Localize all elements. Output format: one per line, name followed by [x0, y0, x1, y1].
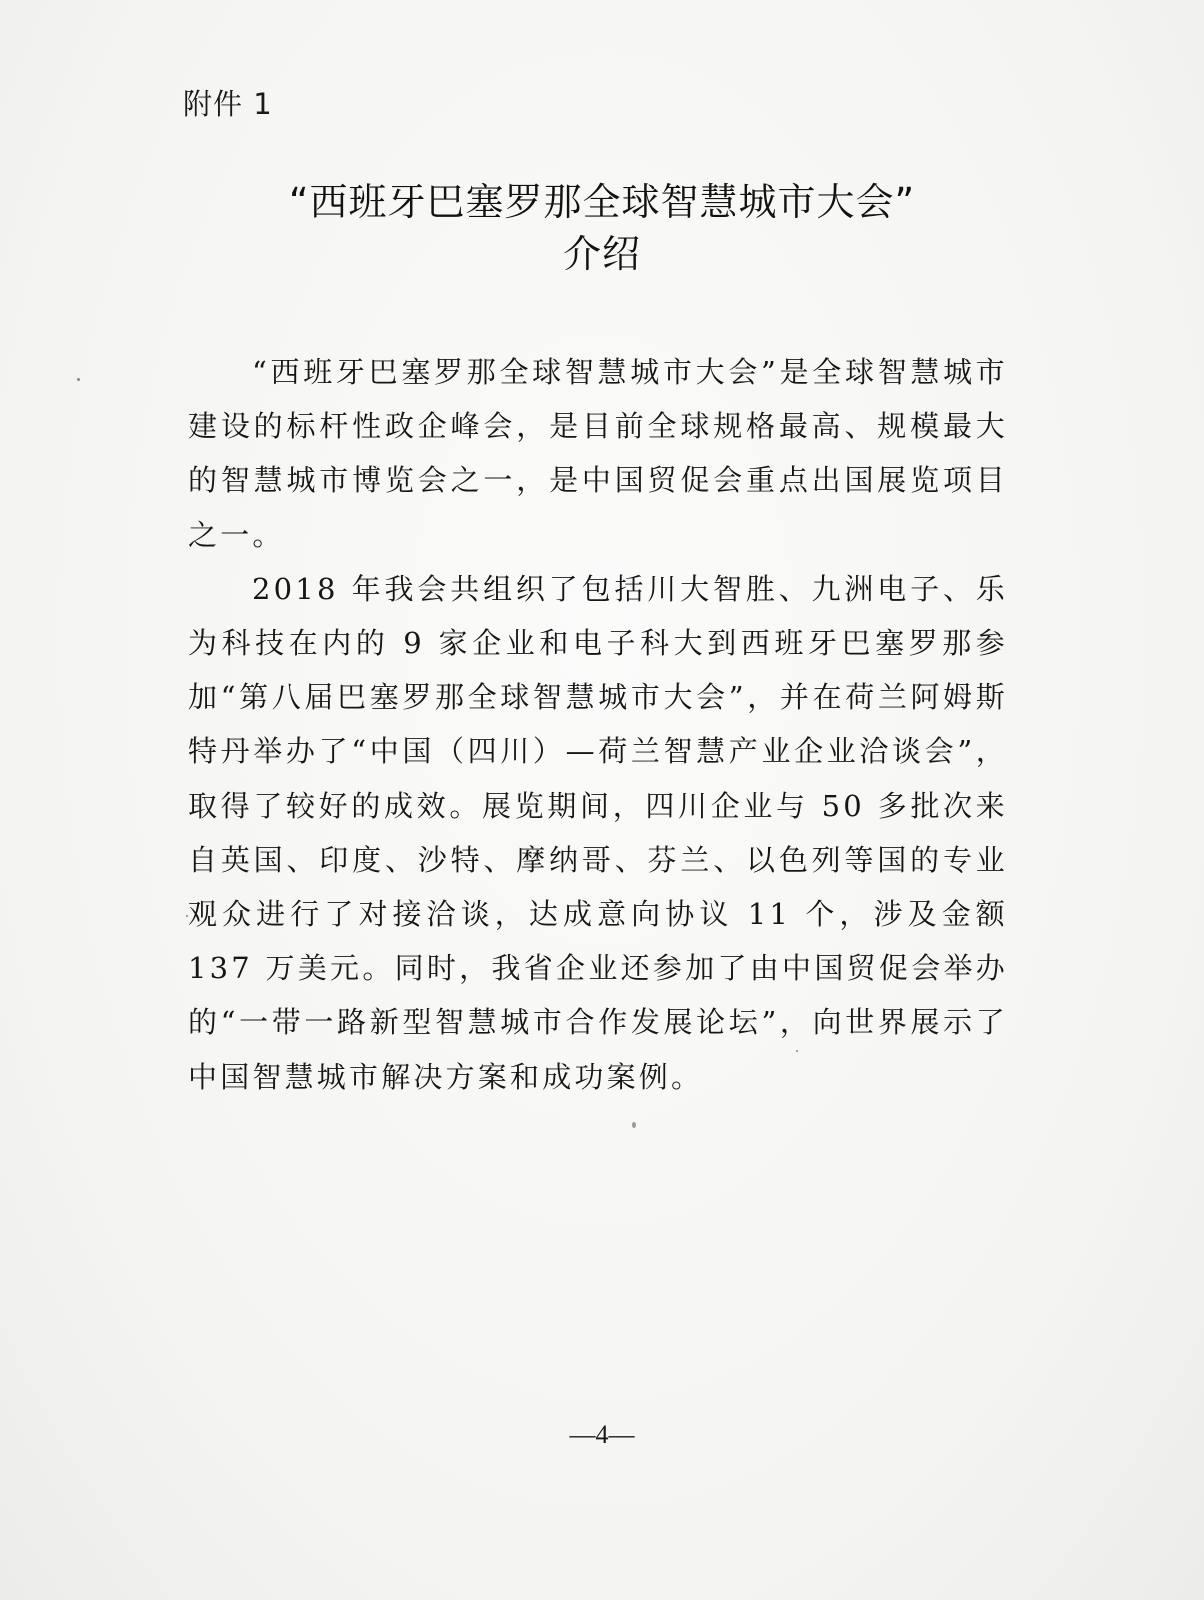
title-line-2: 介绍	[562, 232, 641, 276]
document-title	[0, 176, 1204, 280]
scan-speck	[186, 915, 188, 917]
scan-speck	[796, 1050, 798, 1052]
attachment-label: 附件 1	[183, 87, 273, 121]
scan-speck	[632, 1122, 636, 1128]
document-body	[188, 345, 1008, 1104]
title-line-1: “西班牙巴塞罗那全球智慧城市大会”	[288, 180, 916, 224]
scan-speck	[77, 378, 80, 381]
paragraph-intro: “西班牙巴塞罗那全球智慧城市大会”是全球智慧城市建设的标杆性政企峰会，是目前全球规格最高、规模最大的智慧城市博览会之一，是中国贸促会重点出国展览项目之一。	[188, 355, 1008, 552]
paragraph-2018-activities: 2018 年我会共组织了包括川大智胜、九洲电子、乐为科技在内的 9 家企业和电子科大到西班牙巴塞罗那参加“第八届巴塞罗那全球智慧城市大会”，并在荷兰阿姆斯特丹举办了“中国（四川）—荷兰智慧产业企业洽谈会”，取得了较好的成效。展览期间，四川企业与 50 多批次来自英国、印度、沙特、摩纳哥、芬兰、以色列等国的专业观众进行了对接洽谈，达成意向协议 11 个，涉及金额 137 万美元。同时，我省企业还参加了由中国贸促会举办的“一带一路新型智慧城市合作发展论坛”，向世界展示了中国智慧城市解决方案和成功案例。	[188, 571, 1008, 1094]
page-number: —4—	[569, 1420, 635, 1449]
